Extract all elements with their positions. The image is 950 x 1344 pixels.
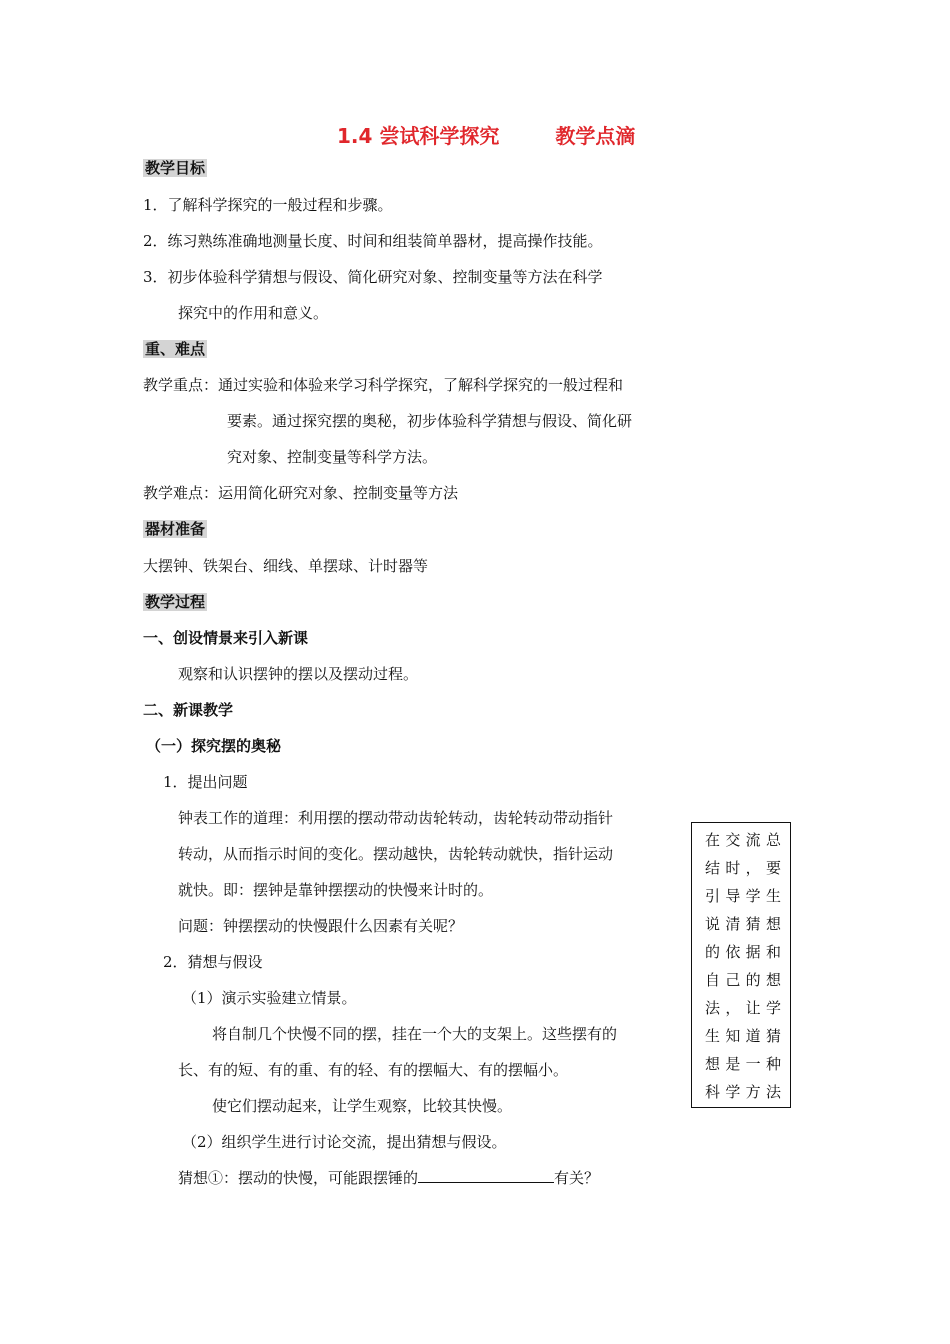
goal-item-2: 2．练习熟练准确地测量长度、时间和组装简单器材，提高操作技能。 bbox=[143, 232, 603, 250]
part1-heading: 一、创设情景来引入新课 bbox=[143, 629, 309, 647]
goal-item-3-line2: 探究中的作用和意义。 bbox=[178, 304, 329, 322]
step2a-heading: （1）演示实验建立情景。 bbox=[182, 989, 357, 1007]
section-keypoints-heading: 重、难点 bbox=[145, 340, 206, 358]
teaching-note-box bbox=[691, 822, 791, 1108]
note-line: 科学方法 bbox=[705, 1083, 781, 1101]
document-title bbox=[337, 126, 635, 146]
note-line: 说清猜想 bbox=[705, 915, 781, 933]
goal-item-3-line1: 3．初步体验科学猜想与假设、简化研究对象、控制变量等方法在科学 bbox=[143, 268, 603, 286]
title-main: 1.4 尝试科学探究 bbox=[337, 124, 500, 148]
focus-line-1: 教学重点：通过实验和体验来学习科学探究，了解科学探究的一般过程和 bbox=[143, 376, 624, 394]
note-line: 在交流总 bbox=[705, 831, 781, 849]
materials-list: 大摆钟、铁架台、细线、单摆球、计时器等 bbox=[143, 557, 429, 575]
note-line: 引导学生 bbox=[705, 887, 781, 905]
step1-question: 问题：钟摆摆动的快慢跟什么因素有关呢？ bbox=[178, 917, 464, 935]
step2-heading: 2．猜想与假设 bbox=[163, 953, 263, 971]
note-line: 生知道猜 bbox=[705, 1027, 781, 1045]
title-sub: 教学点滴 bbox=[555, 124, 636, 148]
section-goals-heading: 教学目标 bbox=[145, 159, 206, 177]
focus-line-3: 究对象、控制变量等科学方法。 bbox=[227, 448, 438, 466]
note-line: 的依据和 bbox=[705, 943, 781, 961]
part1-text: 观察和认识摆钟的摆以及摆动过程。 bbox=[178, 665, 419, 683]
note-line: 法，让学 bbox=[705, 999, 781, 1017]
step2a-line2: 长、有的短、有的重、有的轻、有的摆幅大、有的摆幅小。 bbox=[178, 1061, 569, 1079]
guess1-blank[interactable] bbox=[418, 1168, 554, 1183]
note-line: 自己的想 bbox=[705, 971, 781, 989]
guess1-prefix: 猜想①：摆动的快慢，可能跟摆锤的 bbox=[178, 1169, 419, 1187]
note-line: 想是一种 bbox=[705, 1055, 781, 1073]
sub1-heading: （一）探究摆的奥秘 bbox=[146, 737, 282, 755]
section-materials-heading: 器材准备 bbox=[145, 520, 206, 538]
step1-heading: 1．提出问题 bbox=[163, 773, 248, 791]
guess1-suffix: 有关？ bbox=[554, 1169, 600, 1187]
step1-line1: 钟表工作的道理：利用摆的摆动带动齿轮转动，齿轮转动带动指针 bbox=[178, 809, 614, 827]
goal-item-1: 1．了解科学探究的一般过程和步骤。 bbox=[143, 196, 393, 214]
difficulty-line: 教学难点：运用简化研究对象、控制变量等方法 bbox=[143, 484, 459, 502]
step2a-line3: 使它们摆动起来，让学生观察，比较其快慢。 bbox=[212, 1097, 513, 1115]
step1-line2: 转动，从而指示时间的变化。摆动越快，齿轮转动就快，指针运动 bbox=[178, 845, 614, 863]
step1-line3: 就快。即：摆钟是靠钟摆摆动的快慢来计时的。 bbox=[178, 881, 494, 899]
focus-line-2: 要素。通过探究摆的奥秘，初步体验科学猜想与假设、简化研 bbox=[227, 412, 633, 430]
part2-heading: 二、新课教学 bbox=[143, 701, 234, 719]
step2a-line1: 将自制几个快慢不同的摆，挂在一个大的支架上。这些摆有的 bbox=[212, 1025, 618, 1043]
guess1-line bbox=[178, 1168, 599, 1188]
section-process-heading: 教学过程 bbox=[145, 593, 206, 611]
step2b-heading: （2）组织学生进行讨论交流，提出猜想与假设。 bbox=[182, 1133, 507, 1151]
note-line: 结时，要 bbox=[705, 859, 781, 877]
